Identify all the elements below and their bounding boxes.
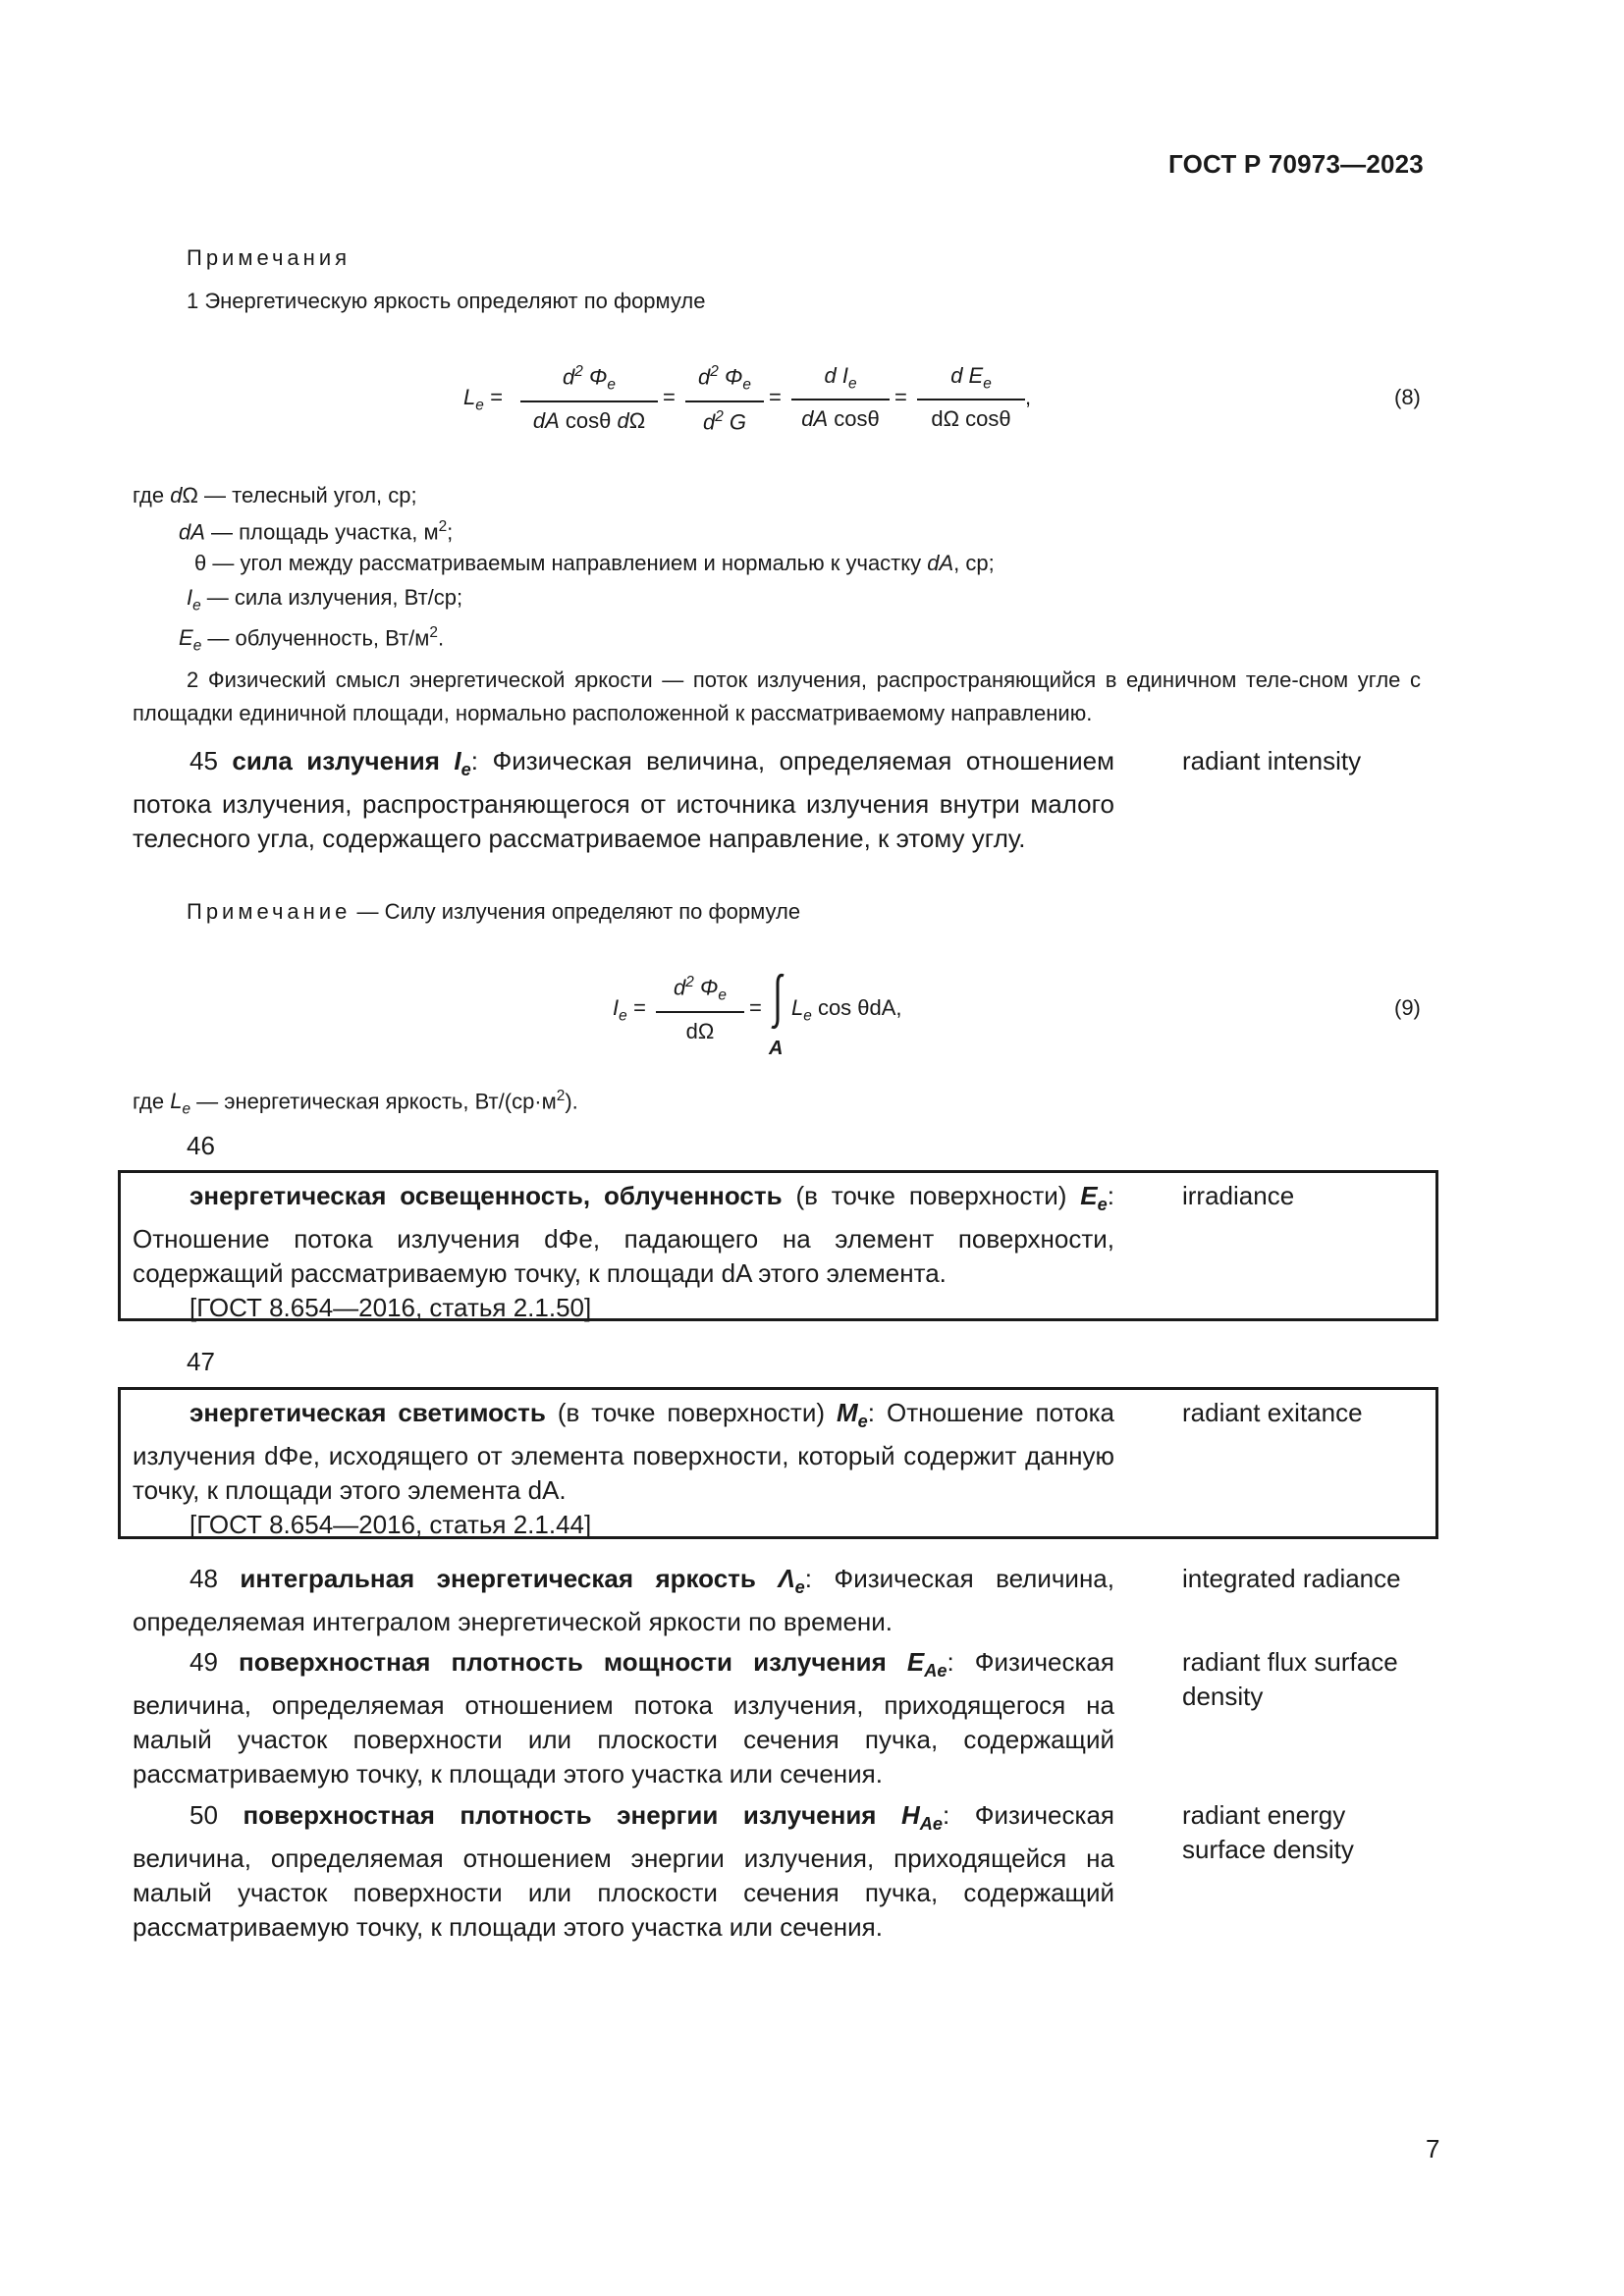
term-47-source: [ГОСТ 8.654—2016, статья 2.1.44]: [189, 1510, 592, 1540]
formula-9-fraction: $\frac{d^2 \Phi_e}{d\Omega}$: [656, 974, 744, 1044]
note-45: Примечание — Силу излучения определяют по формуле: [187, 899, 801, 924]
formula-8-fraction-3: $\frac{d I_e}{\text{dA cosθ}}$: [791, 363, 890, 432]
formula-8-fraction-4: $\frac{d E_e}{\text{dΩ cosθ}}$: [917, 363, 1025, 432]
term-49-english: radiant flux surface density: [1182, 1647, 1398, 1711]
where-dA: dA — площадь участка, $м^2$;: [179, 518, 454, 545]
term-46-source: [ГОСТ 8.654—2016, статья 2.1.50]: [189, 1293, 592, 1323]
where-Ee: $E_e$ — облученность, $Вт/м^2$.: [179, 624, 445, 655]
formula-8-number: (8): [1394, 385, 1421, 409]
term-48-english: integrated radiance: [1182, 1564, 1401, 1593]
term-47-english: radiant exitance: [1182, 1398, 1363, 1427]
term-46-definition: энергетическая освещенность, облученность (в точке поверхности) $E_e$: Отношение потока излучения dΦe, падающего на элемент поверхности, содержащий рассматриваемую точку, к площади dA этого элемента. [ГОСТ 8.654—2016, статья 2.1.50]: [133, 1179, 1114, 1325]
term-49-definition: 49 поверхностная плотность мощности излучения $E_{Ae}$: Физическая величина, определяемая отношением потока излучения, приходящегося на малый участок поверхности или плоскости сечения пучка, содержащий рассматриваемую точку, к площади этого участка или сечения.: [133, 1647, 1114, 1789]
formula-9-number: (9): [1394, 995, 1421, 1020]
term-45-definition: 45 сила излучения $I_e$: Физическая величина, определяемая отношением потока излучения, распространяющегося от источника излучения внутри малого телесного угла, содержащего рассматриваемое направление, к этому углу.: [133, 746, 1114, 854]
formula-9-lhs: $I_e$ =: [613, 995, 646, 1025]
term-45-english: radiant intensity: [1182, 746, 1362, 775]
term-48-definition: 48 интегральная энергетическая яркость $\Lambda_e$: Физическая величина, определяемая интегралом энергетической яркости по времени.: [133, 1564, 1114, 1637]
page-number: 7: [1426, 2134, 1440, 2163]
where-Le: где $L_e$ — энергетическая яркость, $Вт/(ср\cdot м^2)$.: [133, 1088, 578, 1118]
formula-8-fraction-1: $\frac{d^2 \Phi_e}{\text{dA cosθ dΩ}}$: [520, 363, 658, 434]
integral-limit: A: [769, 1038, 784, 1059]
integral-sign-icon: [768, 972, 789, 1031]
term-46-english: irradiance: [1182, 1181, 1295, 1210]
note-1-text: 1 Энергетическую яркость определяют по формуле: [187, 289, 706, 313]
formula-8-fraction-2: $\frac{d^2 \Phi_e}{d^2 G}$: [685, 363, 764, 435]
term-50-definition: 50 поверхностная плотность энергии излучения $H_{Ae}$: Физическая величина, определяемая отношением энергии излучения, приходящейся на малый участок поверхности или плоскости сечения пучка, содержащий рассматриваемую точку, к площади этого участка или сечения.: [133, 1800, 1114, 1943]
formula-8-lhs: $L_e$ =: [463, 385, 503, 414]
where-theta: θ — угол между рассматриваемым направлением и нормалью к участку dA, ср;: [194, 551, 995, 575]
term-46-number: 46: [187, 1131, 215, 1160]
where-dOmega: где dΩ — телесный угол, ср;: [133, 483, 417, 507]
formula-9-integrand: $L_e$ cos θdA,: [791, 995, 902, 1025]
where-Ie: $I_e$ — сила излучения, Вт/ср;: [187, 585, 463, 614]
document-standard-number: ГОСТ Р 70973—2023: [1168, 149, 1424, 179]
term-47-definition: энергетическая светимость (в точке поверхности) $M_e$: Отношение потока излучения dΦe, исходящего от элемента поверхности, который содержит данную точку, к площади этого элемента dA. [ГОСТ 8.654—2016, статья 2.1.44]: [133, 1396, 1114, 1542]
term-47-number: 47: [187, 1347, 215, 1376]
notes-heading: Примечания: [187, 245, 352, 270]
term-50-english: radiant energy surface density: [1182, 1800, 1354, 1864]
note-2-text: 2 Физический смысл энергетической яркости — поток излучения, распространяющийся в единичном теле-сном угле с площадки единичной площади, нормально расположенной к рассматриваемому направлению.: [133, 667, 1421, 725]
